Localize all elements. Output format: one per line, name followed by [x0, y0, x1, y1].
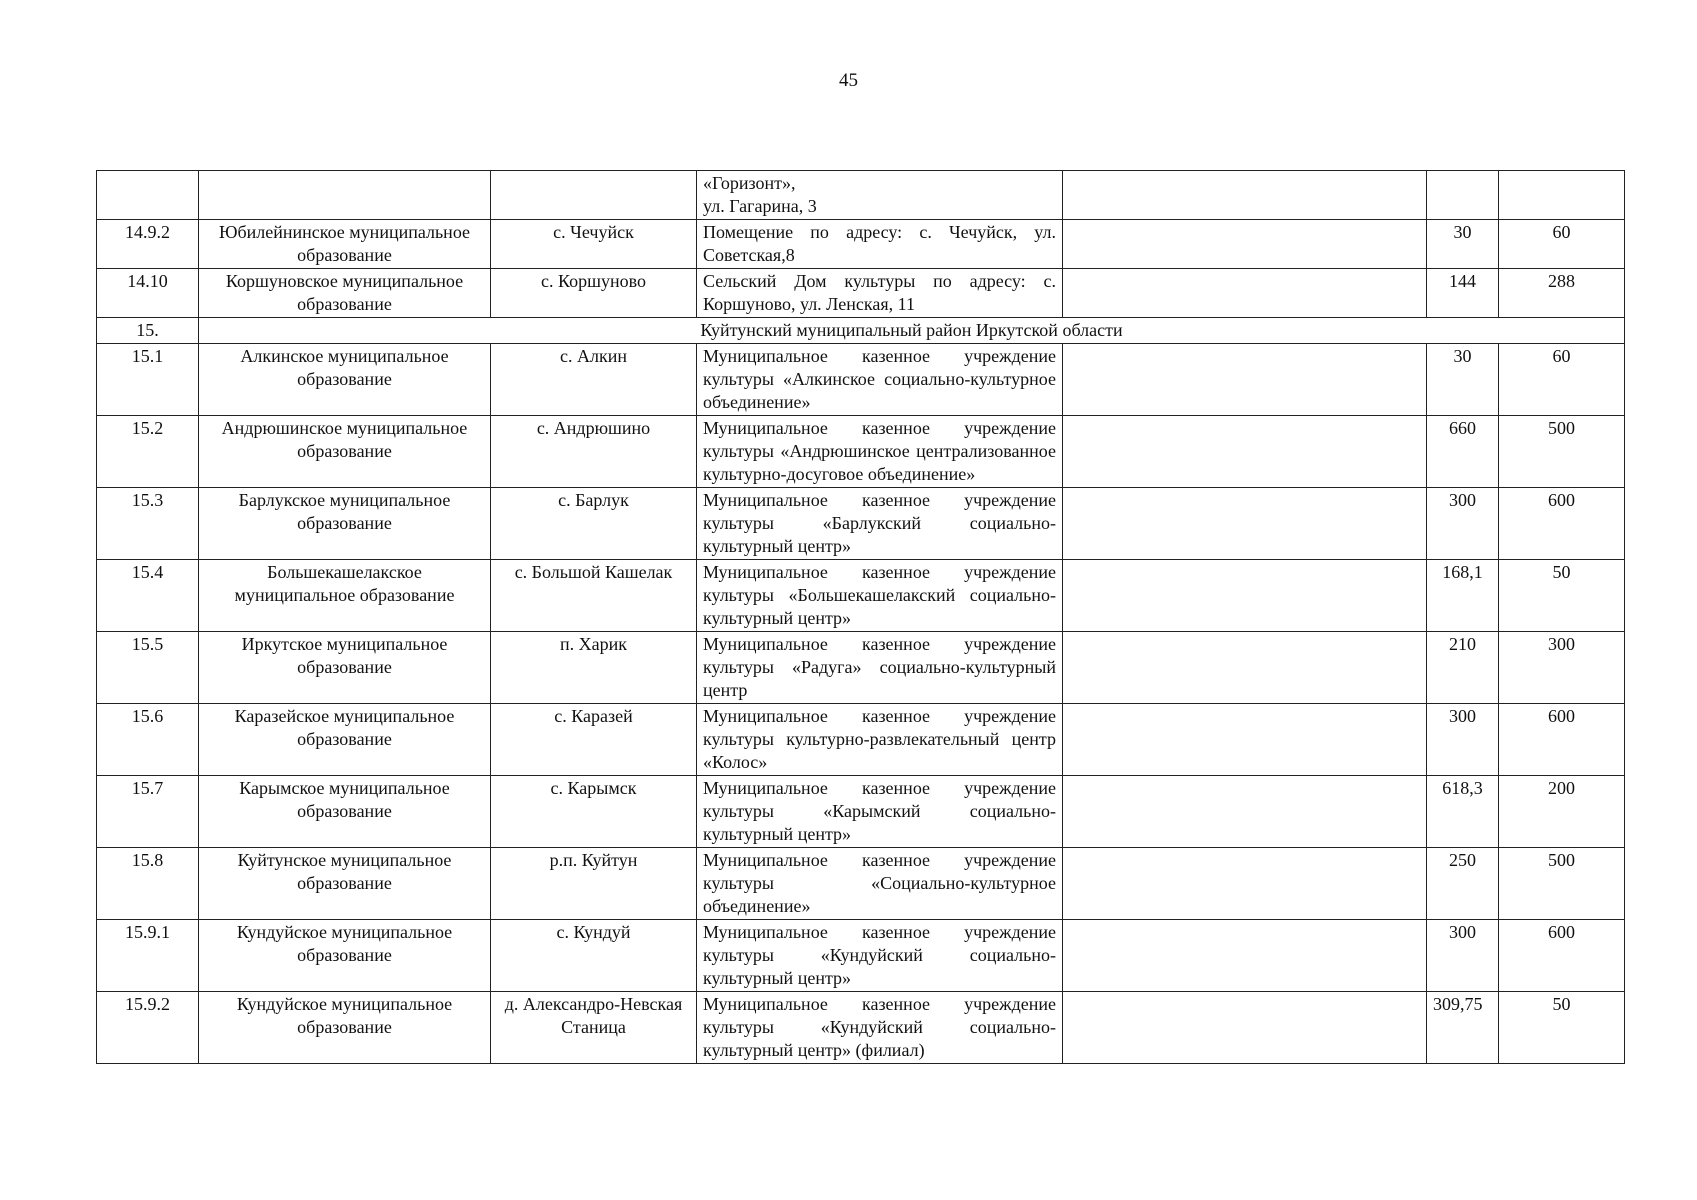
- institution-cell: Муниципальное казенное учреждение культуры «Большекашелакский социально-культурный центр»: [697, 560, 1063, 632]
- row-number: 14.10: [97, 269, 199, 318]
- municipality-cell: Карымское муниципальное образование: [199, 776, 491, 848]
- row-number: 15.9.1: [97, 920, 199, 992]
- municipality-cell: Алкинское муниципальное образование: [199, 344, 491, 416]
- settlement-cell: р.п. Куйтун: [491, 848, 697, 920]
- capacity-cell: 50: [1499, 992, 1625, 1064]
- capacity-cell: 600: [1499, 488, 1625, 560]
- institution-cell: Муниципальное казенное учреждение культуры «Андрюшинское централизованное культурно-досуговое объединение»: [697, 416, 1063, 488]
- empty-cell: [1063, 992, 1427, 1064]
- capacity-cell: 60: [1499, 344, 1625, 416]
- row-number: 15.3: [97, 488, 199, 560]
- institution-cell: Помещение по адресу: с. Чечуйск, ул. Советская,8: [697, 220, 1063, 269]
- institution-cell: Муниципальное казенное учреждение культуры «Кундуйский социально-культурный центр» (филиал): [697, 992, 1063, 1064]
- table-row: [97, 488, 1625, 560]
- institution-cell: Муниципальное казенное учреждение культуры «Социально-культурное объединение»: [697, 848, 1063, 920]
- municipality-cell: Иркутское муниципальное образование: [199, 632, 491, 704]
- empty-cell: [1063, 560, 1427, 632]
- settlement-cell: д. Александро-Невская Станица: [491, 992, 697, 1064]
- capacity-cell: 500: [1499, 416, 1625, 488]
- row-number: 15.6: [97, 704, 199, 776]
- institution-cell: Муниципальное казенное учреждение культуры «Карымский социально-культурный центр»: [697, 776, 1063, 848]
- settlement-cell: с. Каразей: [491, 704, 697, 776]
- settlement-cell: с. Коршуново: [491, 269, 697, 318]
- empty-cell: [1063, 344, 1427, 416]
- settlement-cell: с. Алкин: [491, 344, 697, 416]
- empty-cell: [1063, 632, 1427, 704]
- area-cell: 210: [1427, 632, 1499, 704]
- empty-cell: [1063, 269, 1427, 318]
- institution-cell: Муниципальное казенное учреждение культуры «Радуга» социально-культурный центр: [697, 632, 1063, 704]
- area-cell: 309,75: [1427, 992, 1499, 1064]
- empty-cell: [1063, 220, 1427, 269]
- institution-cell: Муниципальное казенное учреждение культуры «Алкинское социально-культурное объединение»: [697, 344, 1063, 416]
- area-cell: 30: [1427, 220, 1499, 269]
- area-cell: 618,3: [1427, 776, 1499, 848]
- institution-line: ул. Гагарина, 3: [703, 196, 817, 216]
- facilities-table: [96, 170, 1625, 1064]
- municipality-cell: Кундуйское муниципальное образование: [199, 992, 491, 1064]
- empty-cell: [1063, 488, 1427, 560]
- municipality-cell: Андрюшинское муниципальное образование: [199, 416, 491, 488]
- capacity-cell: 300: [1499, 632, 1625, 704]
- area-cell: 30: [1427, 344, 1499, 416]
- row-number: 15.7: [97, 776, 199, 848]
- empty-cell: [1063, 920, 1427, 992]
- settlement-cell: с. Большой Кашелак: [491, 560, 697, 632]
- institution-cell: [697, 171, 1063, 220]
- row-number: 14.9.2: [97, 220, 199, 269]
- table-row: [97, 704, 1625, 776]
- rows-group-14: [97, 220, 1625, 318]
- page-number: 45: [839, 70, 858, 91]
- capacity-cell: 50: [1499, 560, 1625, 632]
- table-row: [97, 269, 1625, 318]
- settlement-cell: с. Андрюшино: [491, 416, 697, 488]
- institution-cell: Муниципальное казенное учреждение культуры культурно-развлекательный центр «Колос»: [697, 704, 1063, 776]
- rows-group-15: [97, 344, 1625, 1064]
- table-row: [97, 416, 1625, 488]
- table-row-continuation: [97, 171, 1625, 220]
- empty-cell: [1063, 776, 1427, 848]
- empty-cell: [1063, 704, 1427, 776]
- table-row: [97, 920, 1625, 992]
- row-number: 15.1: [97, 344, 199, 416]
- row-number: 15.8: [97, 848, 199, 920]
- table-row: [97, 776, 1625, 848]
- settlement-cell: [491, 171, 697, 220]
- capacity-cell: 500: [1499, 848, 1625, 920]
- institution-line: «Горизонт»,: [703, 173, 796, 193]
- row-number: 15.4: [97, 560, 199, 632]
- table-row: [97, 560, 1625, 632]
- municipality-cell: Каразейское муниципальное образование: [199, 704, 491, 776]
- area-cell: [1427, 171, 1499, 220]
- municipality-cell: Большекашелакское муниципальное образование: [199, 560, 491, 632]
- institution-cell: Сельский Дом культуры по адресу: с. Коршуново, ул. Ленская, 11: [697, 269, 1063, 318]
- empty-cell: [1063, 848, 1427, 920]
- area-cell: 168,1: [1427, 560, 1499, 632]
- row-number: [97, 171, 199, 220]
- table-row: [97, 992, 1625, 1064]
- table-row: [97, 220, 1625, 269]
- table-row: [97, 848, 1625, 920]
- row-number: 15.2: [97, 416, 199, 488]
- settlement-cell: с. Чечуйск: [491, 220, 697, 269]
- institution-cell: Муниципальное казенное учреждение культуры «Кундуйский социально-культурный центр»: [697, 920, 1063, 992]
- area-cell: 300: [1427, 920, 1499, 992]
- municipality-cell: Коршуновское муниципальное образование: [199, 269, 491, 318]
- row-number: 15.9.2: [97, 992, 199, 1064]
- empty-cell: [1063, 416, 1427, 488]
- settlement-cell: с. Барлук: [491, 488, 697, 560]
- municipality-cell: Куйтунское муниципальное образование: [199, 848, 491, 920]
- municipality-cell: Юбилейнинское муниципальное образование: [199, 220, 491, 269]
- empty-cell: [1063, 171, 1427, 220]
- section-title: Куйтунский муниципальный район Иркутской области: [199, 318, 1625, 344]
- table-row: [97, 632, 1625, 704]
- municipality-cell: [199, 171, 491, 220]
- settlement-cell: п. Харик: [491, 632, 697, 704]
- section-number: 15.: [97, 318, 199, 344]
- capacity-cell: 60: [1499, 220, 1625, 269]
- area-cell: 660: [1427, 416, 1499, 488]
- settlement-cell: с. Кундуй: [491, 920, 697, 992]
- row-number: 15.5: [97, 632, 199, 704]
- capacity-cell: [1499, 171, 1625, 220]
- settlement-cell: с. Карымск: [491, 776, 697, 848]
- area-cell: 300: [1427, 488, 1499, 560]
- table-row: [97, 344, 1625, 416]
- capacity-cell: 600: [1499, 704, 1625, 776]
- municipality-cell: Кундуйское муниципальное образование: [199, 920, 491, 992]
- area-cell: 144: [1427, 269, 1499, 318]
- capacity-cell: 288: [1499, 269, 1625, 318]
- municipality-cell: Барлукское муниципальное образование: [199, 488, 491, 560]
- capacity-cell: 200: [1499, 776, 1625, 848]
- capacity-cell: 600: [1499, 920, 1625, 992]
- area-cell: 250: [1427, 848, 1499, 920]
- section-row: [97, 318, 1625, 344]
- institution-cell: Муниципальное казенное учреждение культуры «Барлукский социально-культурный центр»: [697, 488, 1063, 560]
- area-cell: 300: [1427, 704, 1499, 776]
